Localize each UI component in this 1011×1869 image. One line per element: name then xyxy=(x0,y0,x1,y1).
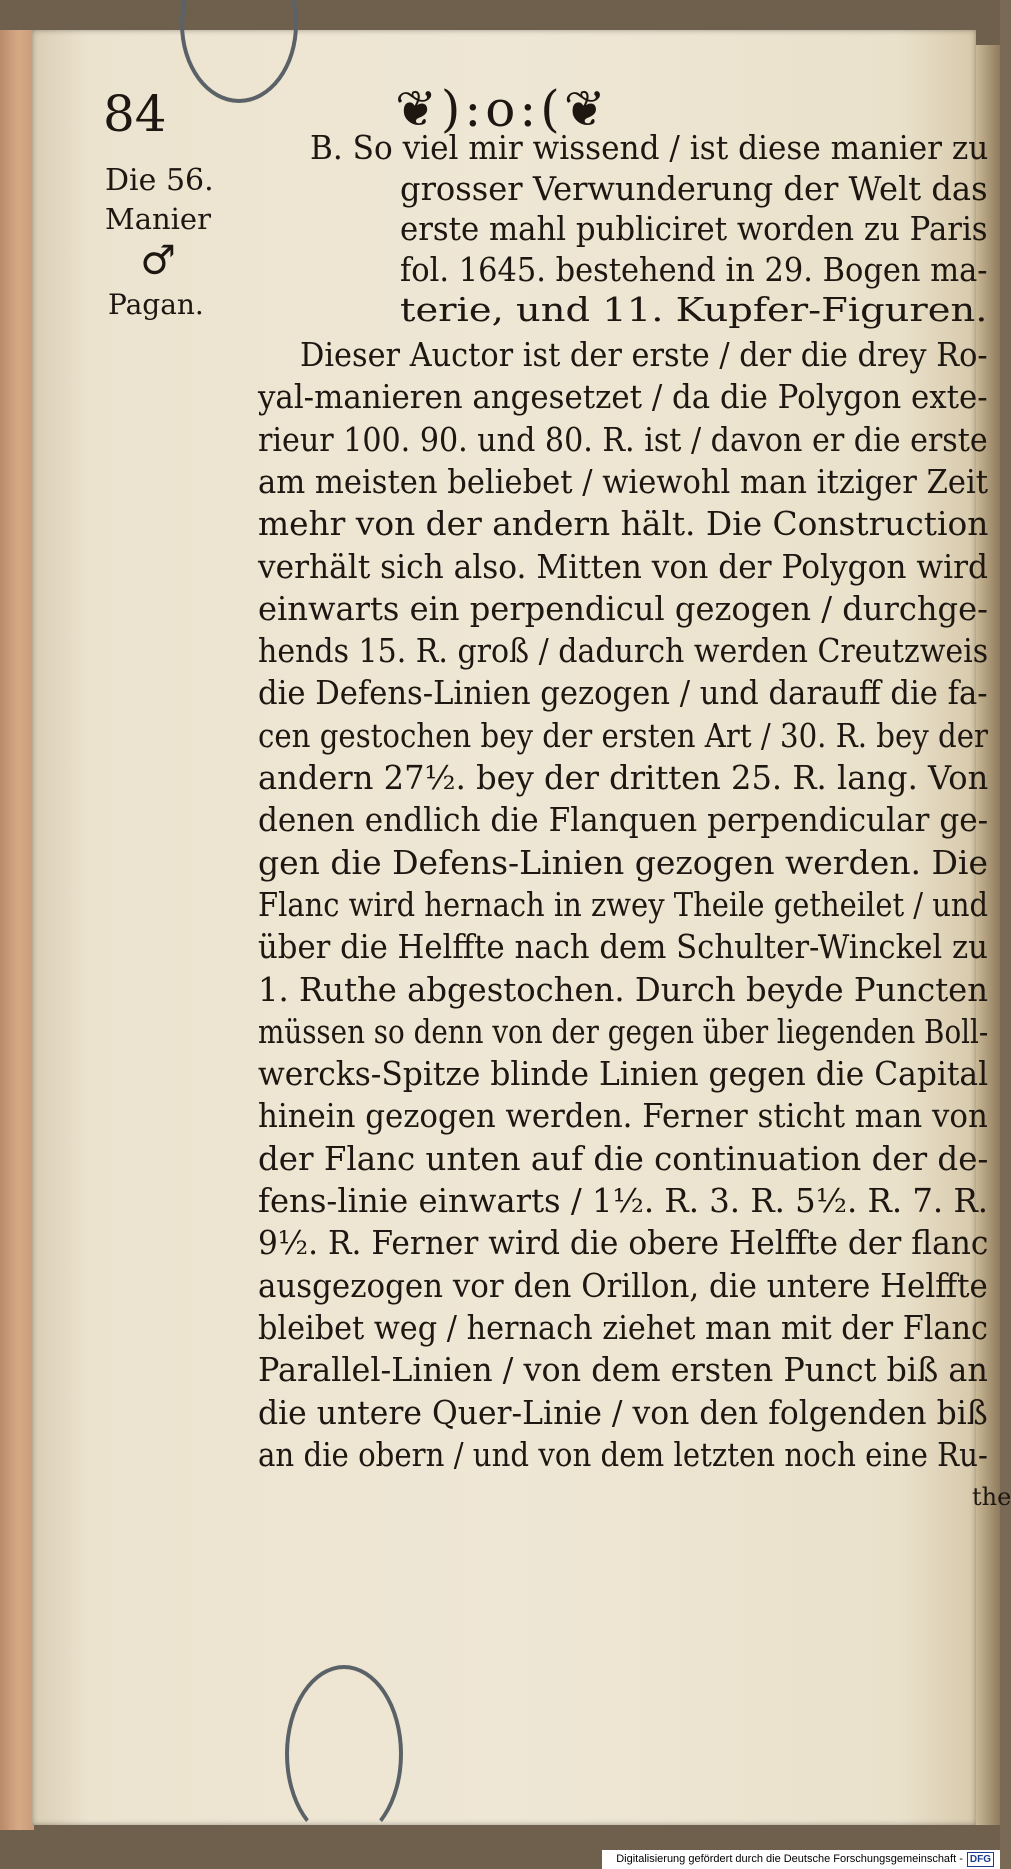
text-line: the xyxy=(972,1483,1011,1512)
running-head-ornament: ❦):o:(❦ xyxy=(395,80,610,138)
text-line: wercks-Spitze blinde Linien gegen die Capital xyxy=(258,1054,989,1094)
text-line: mehr von der andern hält. Die Construction xyxy=(258,504,989,544)
text-line: grosser Verwunderung der Welt das xyxy=(400,168,988,208)
text-line: an die obern / und von dem letzten noch eine Ru- xyxy=(258,1434,988,1474)
text-line: cen gestochen bey der ersten Art / 30. R. bey der xyxy=(258,715,988,755)
text-line: B. So viel mir wissend / ist diese manier zu xyxy=(310,128,989,167)
text-line: verhält sich also. Mitten von der Polygon wird xyxy=(258,546,989,586)
text-line: die Defens-Linien gezogen / und darauff die fa- xyxy=(258,673,988,713)
text-line: müssen so denn von der gegen über liegenden Boll- xyxy=(258,1011,989,1051)
margin-note-line-4: Pagan. xyxy=(108,288,204,321)
text-line: Dieser Auctor ist der erste / der die drey Ro- xyxy=(300,335,988,374)
clip-ring-bottom xyxy=(285,1665,403,1843)
text-line: am meisten beliebet / wiewohl man itziger Zeit xyxy=(258,461,989,501)
margin-note-line-1: Die 56. xyxy=(105,163,214,198)
text-line: fens-linie einwarts / 1½. R. 3. R. 5½. R. 7. R. xyxy=(258,1181,989,1220)
text-line: erste mahl publiciret worden zu Paris xyxy=(400,209,988,249)
dfg-logo: DFG xyxy=(967,1852,994,1867)
text-line: 1. Ruthe abgestochen. Durch beyde Puncten xyxy=(258,969,989,1009)
text-line: Flanc wird hernach in zwey Theile getheilet / und xyxy=(258,884,989,924)
mars-symbol-icon: ♂ xyxy=(140,238,176,284)
digitization-footer xyxy=(602,1850,1000,1869)
text-line: Parallel-Linien / von dem ersten Punct biß an xyxy=(258,1350,988,1390)
text-line: hinein gezogen werden. Ferner sticht man von xyxy=(258,1096,988,1136)
text-line: fol. 1645. bestehend in 29. Bogen ma- xyxy=(400,249,988,289)
text-line: 9½. R. Ferner wird die obere Helffte der flanc xyxy=(258,1223,989,1263)
text-line: der Flanc unten auf die continuation der de- xyxy=(258,1138,989,1178)
page-number: 84 xyxy=(103,85,167,143)
text-line: über die Helffte nach dem Schulter-Winckel zu xyxy=(258,927,988,967)
text-line: rieur 100. 90. und 80. R. ist / davon er die erste xyxy=(258,419,988,459)
text-line: einwarts ein perpendicul gezogen / durchge- xyxy=(258,588,988,628)
footer-text: Digitalisierung gefördert durch die Deutsche Forschungsgemeinschaft - xyxy=(616,1853,963,1865)
text-line: gen die Defens-Linien gezogen werden. Die xyxy=(258,842,988,882)
text-line: ausgezogen vor den Orillon, die untere Helffte xyxy=(258,1265,988,1305)
text-line: terie, und 11. Kupfer-Figuren. xyxy=(400,290,988,330)
text-line: bleibet weg / hernach ziehet man mit der Flanc xyxy=(258,1307,988,1347)
text-line: yal-manieren angesetzet / da die Polygon exte- xyxy=(258,377,988,417)
margin-note-line-2: Manier xyxy=(105,202,211,236)
text-line: hends 15. R. groß / dadurch werden Creutzweis xyxy=(258,631,989,671)
text-line: die untere Quer-Linie / von den folgenden biß xyxy=(258,1392,988,1432)
binding-edge xyxy=(0,30,34,1830)
text-line: andern 27½. bey der dritten 25. R. lang. Von xyxy=(258,758,989,797)
text-line: denen endlich die Flanquen perpendicular ge- xyxy=(258,800,989,840)
